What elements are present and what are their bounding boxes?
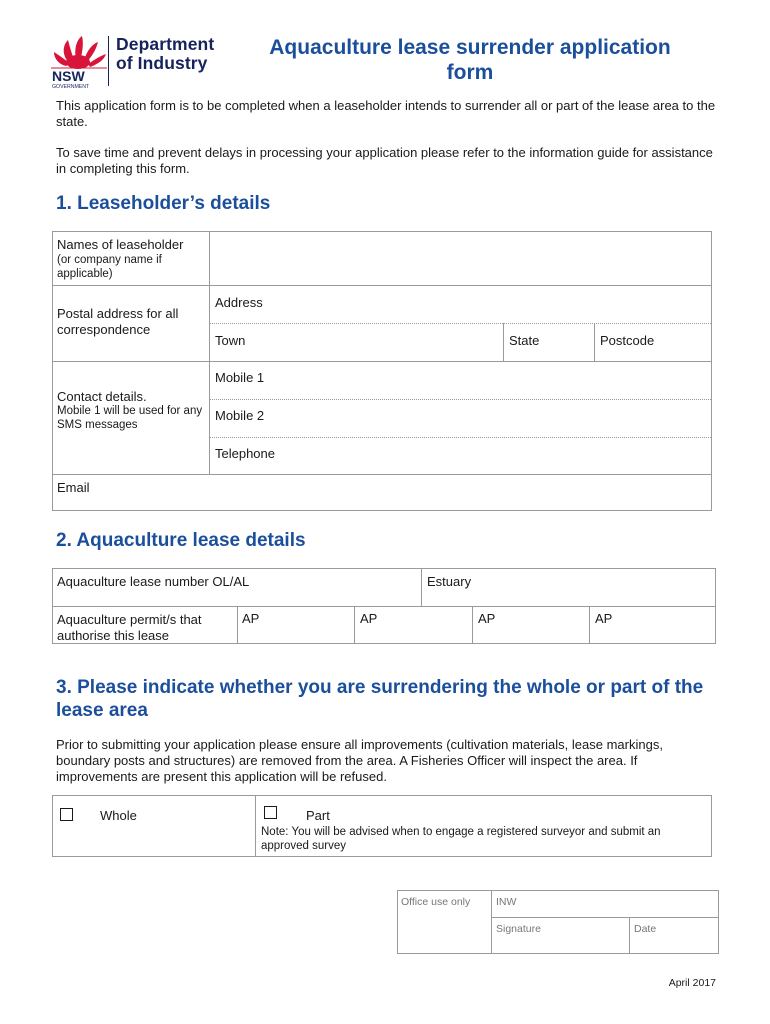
town-input[interactable] bbox=[210, 324, 503, 361]
permit-ap-1-input[interactable] bbox=[238, 607, 354, 643]
date-field bbox=[630, 918, 718, 953]
inw-label: INW bbox=[496, 896, 517, 908]
permit-ap-2-label: AP bbox=[360, 611, 378, 626]
part-option[interactable] bbox=[256, 796, 711, 856]
mobile2-input[interactable] bbox=[210, 400, 712, 437]
email-label: Email bbox=[57, 480, 90, 495]
mobile1-label: Mobile 1 bbox=[215, 370, 265, 385]
intro-paragraph-2: To save time and prevent delays in processing your application please refer to the information guide for assistance in completing this form. bbox=[56, 145, 713, 176]
waratah-icon bbox=[50, 34, 110, 90]
signature-label: Signature bbox=[496, 923, 541, 935]
names-sublabel: (or company name if applicable) bbox=[57, 254, 162, 280]
footer-date: April 2017 bbox=[668, 977, 716, 989]
estuary-input[interactable] bbox=[422, 569, 715, 606]
permit-ap-4-label: AP bbox=[595, 611, 613, 626]
estuary-label: Estuary bbox=[427, 574, 472, 589]
telephone-input[interactable] bbox=[210, 438, 712, 474]
whole-checkbox[interactable] bbox=[60, 808, 73, 821]
inw-field bbox=[492, 891, 718, 917]
address-input[interactable] bbox=[210, 286, 712, 323]
state-label: State bbox=[509, 333, 540, 348]
email-input[interactable] bbox=[53, 475, 711, 510]
names-input[interactable] bbox=[210, 232, 712, 285]
section3-heading: 3. Please indicate whether you are surrendering the whole or part of the lease area bbox=[56, 677, 704, 721]
permit-ap-4-input[interactable] bbox=[590, 607, 715, 643]
contact-label: Contact details. bbox=[57, 389, 147, 404]
office-use-box bbox=[397, 890, 719, 954]
intro-paragraph-1: This application form is to be completed when a leaseholder intends to surrender all or part of the lease area to the state. bbox=[56, 98, 716, 129]
section1-heading: 1. Leaseholder’s details bbox=[56, 193, 271, 214]
address-label: Address bbox=[215, 295, 263, 310]
permit-ap-2-input[interactable] bbox=[355, 607, 472, 643]
permit-ap-1-label: AP bbox=[242, 611, 260, 626]
nsw-government-logo bbox=[50, 34, 230, 90]
part-label: Part bbox=[306, 808, 330, 823]
logo-divider bbox=[108, 36, 109, 86]
contact-sublabel: Mobile 1 will be used for any SMS messages bbox=[57, 405, 203, 431]
mobile2-label: Mobile 2 bbox=[215, 408, 265, 423]
surrender-type-table bbox=[52, 795, 712, 857]
part-checkbox[interactable] bbox=[264, 806, 277, 819]
logo-department-line1: Department bbox=[116, 34, 215, 54]
office-use-label: Office use only bbox=[401, 896, 471, 908]
names-label: Names of leaseholder bbox=[57, 237, 184, 252]
postcode-label: Postcode bbox=[600, 333, 655, 348]
permit-ap-3-input[interactable] bbox=[473, 607, 589, 643]
telephone-label: Telephone bbox=[215, 446, 275, 461]
page-title-line1: Aquaculture lease surrender application bbox=[269, 36, 671, 59]
whole-label: Whole bbox=[100, 808, 137, 823]
state-input[interactable] bbox=[504, 324, 594, 361]
section2-heading: 2. Aquaculture lease details bbox=[56, 530, 306, 551]
signature-field bbox=[492, 918, 629, 953]
postcode-input[interactable] bbox=[595, 324, 712, 361]
whole-option[interactable] bbox=[53, 796, 255, 856]
logo-department-line2: of Industry bbox=[116, 53, 208, 73]
leaseholder-table bbox=[52, 231, 712, 511]
lease-number-input[interactable] bbox=[53, 569, 421, 606]
permit-ap-3-label: AP bbox=[478, 611, 496, 626]
date-label: Date bbox=[634, 923, 657, 935]
logo-department-text bbox=[116, 35, 214, 73]
logo-government-text: GOVERNMENT bbox=[52, 84, 90, 90]
section3-paragraph: Prior to submitting your application please ensure all improvements (cultivation materials, lease markings, boundary posts and structures) are removed from the area. A Fisheries Officer will inspect the area. If improvements are present this application will be refused. bbox=[56, 737, 663, 784]
page-title-line2: form bbox=[446, 61, 494, 84]
postal-label: Postal address for all correspondence bbox=[57, 306, 179, 337]
town-label: Town bbox=[215, 333, 246, 348]
logo-nsw-text: NSW bbox=[52, 68, 85, 84]
lease-table bbox=[52, 568, 716, 644]
page-title bbox=[240, 35, 700, 85]
lease-number-label: Aquaculture lease number OL/AL bbox=[57, 574, 250, 589]
mobile1-input[interactable] bbox=[210, 362, 712, 399]
part-note: Note: You will be advised when to engage a registered surveyor and submit an approved survey bbox=[261, 826, 661, 852]
permit-label: Aquaculture permit/s that authorise this lease bbox=[57, 612, 202, 643]
